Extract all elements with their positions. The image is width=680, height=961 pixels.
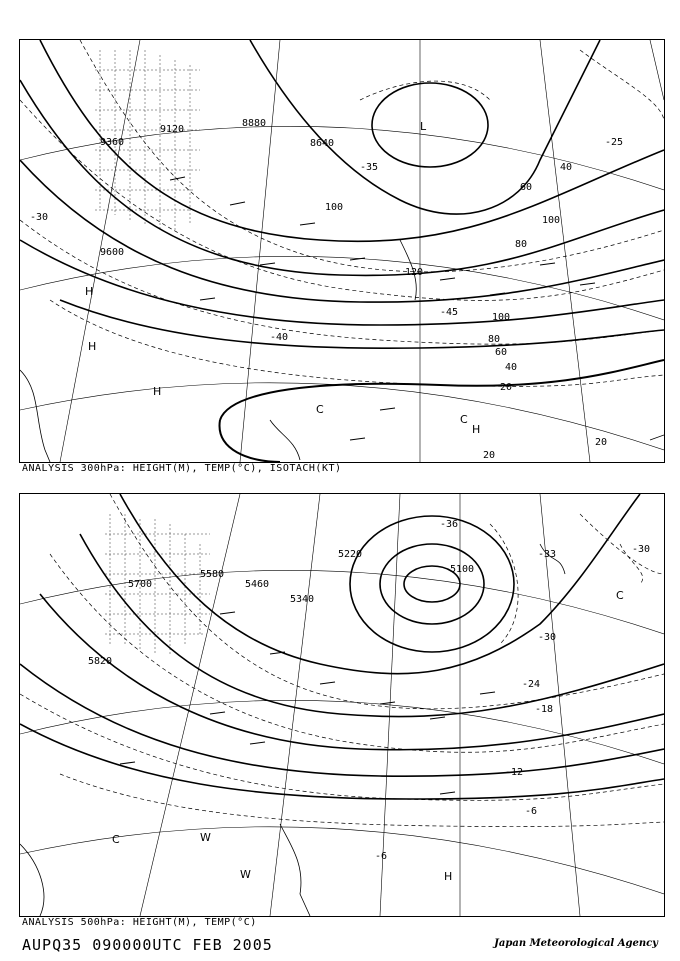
isotach-label: 100 <box>492 312 511 323</box>
map-panel-300hpa <box>19 39 665 463</box>
hatch-region <box>105 514 210 654</box>
height-label: 9360 <box>100 137 125 148</box>
height-contours <box>20 494 664 799</box>
high-center-symbol: H <box>444 870 453 883</box>
height-label: 9600 <box>100 247 125 258</box>
isotach-label: 80 <box>515 239 528 250</box>
isotherms <box>20 494 664 827</box>
height-label: 5820 <box>88 656 113 667</box>
height-label: 8640 <box>310 138 335 149</box>
isotach-label: 120 <box>405 267 424 278</box>
wind-barbs <box>170 177 595 440</box>
height-label: 5340 <box>290 594 315 605</box>
isotach-label: 80 <box>488 334 501 345</box>
agency-name: Japan Meteorological Agency <box>494 938 658 949</box>
temp-label: -30 <box>632 544 651 555</box>
temp-label: -25 <box>605 137 624 148</box>
temp-label: -33 <box>538 549 557 560</box>
high-center-symbol: H <box>88 340 97 353</box>
temp-label: -35 <box>360 162 379 173</box>
height-label: 5580 <box>200 569 225 580</box>
height-label: 5220 <box>338 549 363 560</box>
chart-code: AUPQ35 090000UTC FEB 2005 <box>22 936 273 954</box>
temp-label: -24 <box>522 679 541 690</box>
cold-center-symbol: C <box>616 589 624 602</box>
map-panel-500hpa <box>19 493 665 917</box>
wind-barbs <box>120 612 495 794</box>
temp-label: -6 <box>525 806 538 817</box>
map-300hpa-svg <box>20 40 664 462</box>
cold-center-symbol: C <box>460 413 468 426</box>
isotach-label: 100 <box>542 215 561 226</box>
height-label: 5700 <box>128 579 153 590</box>
temp-label: -36 <box>440 519 459 530</box>
isotach-label: 40 <box>505 362 518 373</box>
cold-center-symbol: C <box>316 403 324 416</box>
isotach-label: 60 <box>495 347 508 358</box>
high-center-symbol: H <box>153 385 162 398</box>
temp-label: -30 <box>538 632 557 643</box>
caption-300hpa: ANALYSIS 300hPa: HEIGHT(M), TEMP(°C), ISOTACH(KT) <box>22 463 342 474</box>
isotach-label: 100 <box>325 202 344 213</box>
temp-label: -12 <box>505 767 524 778</box>
map-500hpa-svg <box>20 494 664 916</box>
cold-center-symbol: C <box>112 833 120 846</box>
height-label: 8880 <box>242 118 267 129</box>
isotach-label: 20 <box>500 382 513 393</box>
isotach-label: 20 <box>483 450 496 461</box>
high-center-symbol: H <box>85 285 94 298</box>
temp-label: -6 <box>375 851 388 862</box>
temp-label: -30 <box>30 212 49 223</box>
isotach-label: 60 <box>520 182 533 193</box>
height-contours <box>20 40 664 348</box>
warm-center-symbol: W <box>200 831 211 844</box>
height-label: 5100 <box>450 564 475 575</box>
isotherms <box>20 40 664 386</box>
temp-label: -40 <box>270 332 289 343</box>
height-label: 5460 <box>245 579 270 590</box>
warm-center-symbol: W <box>240 868 251 881</box>
height-label: 9120 <box>160 124 185 135</box>
isotach-label: 40 <box>560 162 573 173</box>
high-center-symbol: H <box>472 423 481 436</box>
isotach-label: 20 <box>595 437 608 448</box>
temp-label: -45 <box>440 307 459 318</box>
caption-500hpa: ANALYSIS 500hPa: HEIGHT(M), TEMP(°C) <box>22 917 257 928</box>
low-center-symbol: L <box>420 120 427 133</box>
temp-label: -18 <box>535 704 554 715</box>
